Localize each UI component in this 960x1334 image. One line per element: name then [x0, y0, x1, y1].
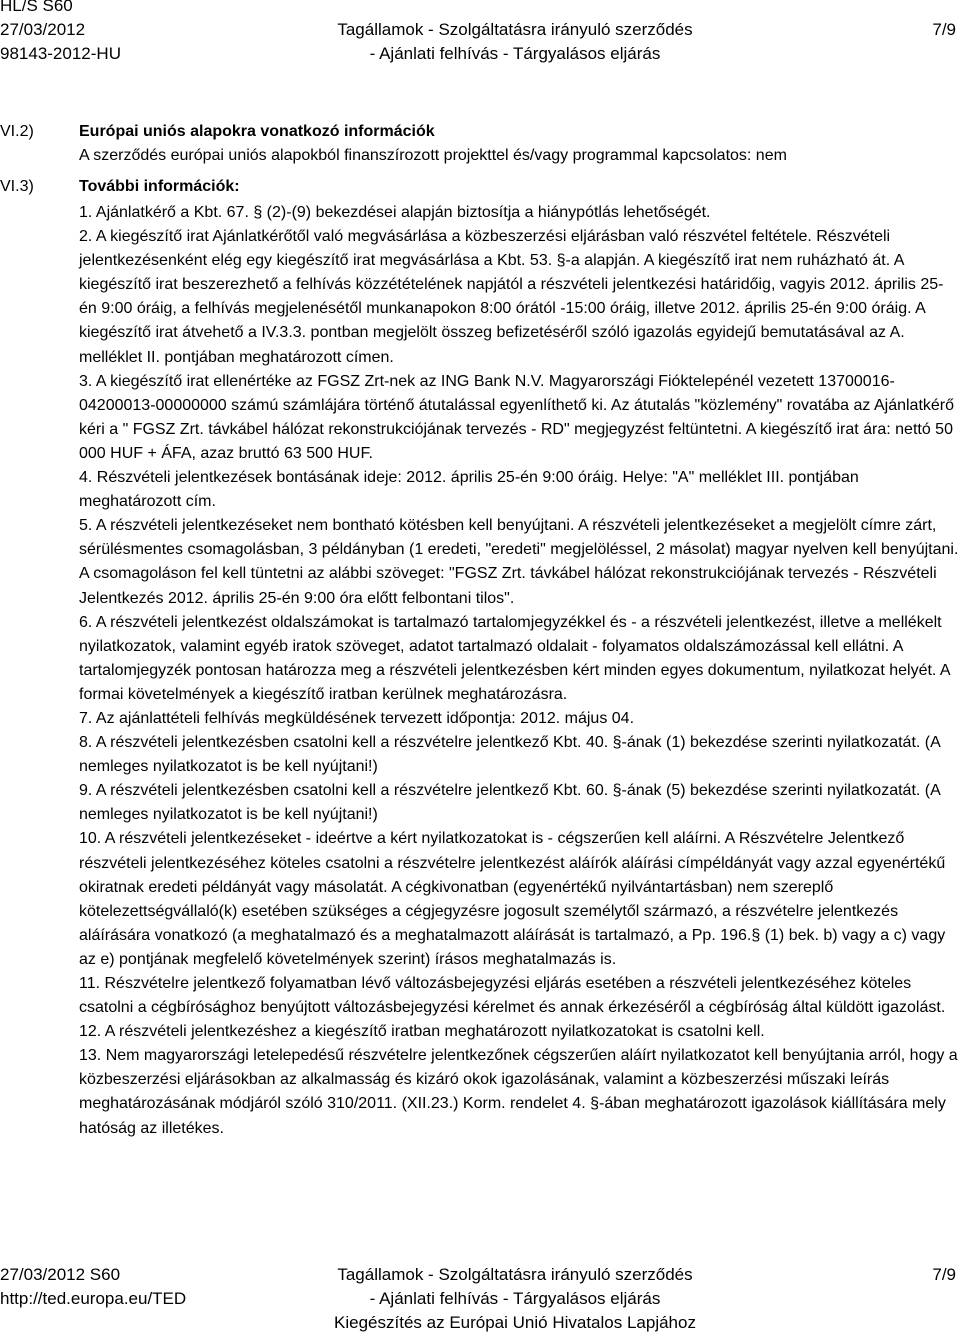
page-footer [0, 1262, 960, 1334]
paragraph: 1. Ajánlatkérő a Kbt. 67. § (2)-(9) bekezdései alapján biztosítja a hiánypótlás lehetőségét. [79, 204, 711, 221]
section-text-vi2: A szerződés európai uniós alapokból finanszírozott projekttel és/vagy programmal kapcsolatos: nem [79, 147, 787, 164]
paragraph: 10. A részvételi jelentkezéseket - ideértve a kért nyilatkozatokat is - cégszerűen kell aláírni. A Részvételre Jelentkező részvételi jelentkezéséhez köteles csatolni a részvételre jelentkezést aláírók aláírási címpéldányát vagy azzal egyenértékű okiratnak eredeti példányát vagy másolatát. A cégkivonatban (egyenértékű nyilvántartásban) nem szereplő kötelezettségvállaló(k) esetében szükséges a cégjegyzésre jogosult személytől származó, a részvételre jelentkezés aláírására vonatkozó (a meghatalmazó és a meghatalmazott aláírását is tartalmazó, a Pp. 196.§ (1) bek. b) vagy a c) vagy az e) pontjának megfelelő követelmények szerint) írásos meghatalmazás is. [79, 830, 946, 968]
footer-url[interactable]: http://ted.europa.eu/TED [0, 1289, 187, 1308]
header-page-number: 7/9 [932, 20, 956, 39]
paragraph: 8. A részvételi jelentkezésben csatolni kell a részvételre jelentkező Kbt. 40. §-ának (1) bekezdése szerinti nyilatkozatát. (A nemleges nyilatkozatot is be kell nyújtani!) [79, 734, 940, 776]
paragraph: 6. A részvételi jelentkezést oldalszámokat is tartalmazó tartalomjegyzékkel és - a részvételi jelentkezést, illetve a mellékelt nyilatkozatok, valamint egyéb iratok szöveget, adatot tartalmazó oldalait - folyamatos oldalszámozással kell ellátni. A tartalomjegyzék pontosan határozza meg a részvételi jelentkezésben kért minden egyes dokumentum, nyilatkozat helyét. A formai követelmények a kiegészítő iratban kerülnek meghatározásra. [79, 613, 950, 703]
paragraph: 13. Nem magyarországi letelepedésű részvételre jelentkezőnek cégszerűen aláírt nyilatkozatot kell benyújtania arról, hogy a közbeszerzési eljárásokban az alkalmasság és kizáró okok igazolásának, valamint a közbeszerzési műszaki leírás meghatározásának módjáról szóló 310/2011. (XII.23.) Korm. rendelet 4. §-ában meghatározott igazolások kiállítására mely hatóság az illetékes. [79, 1047, 958, 1137]
paragraph: 2. A kiegészítő irat Ajánlatkérőtől való megvásárlása a közbeszerzési eljárásban való részvétel feltétele. Részvételi jelentkezésenként elég egy kiegészítő irat megvásárlása a Kbt. 53. §-a alapján. A kiegészítő irat nem ruházható át. A kiegészítő irat beszerezhető a felhívás közzétételének napjától a részvételi jelentkezési határidőig, vagyis 2012. április 25-én 9:00 óráig, a felhívás megjelenésétől munkanapokon 8:00 órától -15:00 óráig, illetve 2012. április 25-én 9:00 óráig. A kiegészítő irat átvehető a IV.3.3. pontban megjelölt összeg befizetéséről szóló igazolás egyidejű bemutatásával az A. melléklet II. pontjában meghatározott címen. [79, 228, 944, 366]
section-title-vi2: Európai uniós alapokra vonatkozó információk [79, 123, 435, 140]
footer-procedure: - Ajánlati felhívás - Tárgyalásos eljárás [369, 1289, 661, 1308]
additional-information-body [79, 201, 959, 1141]
footer-supplement: Kiegészítés az Európai Unió Hivatalos Lapjához [334, 1313, 696, 1332]
header-doc-code: HL/S S60 [0, 0, 73, 15]
paragraph: 9. A részvételi jelentkezésben csatolni kell a részvételre jelentkező Kbt. 60. §-ának (5) bekezdése szerinti nyilatkozatát. (A nemleges nyilatkozatot is be kell nyújtani!) [79, 782, 940, 824]
page-header [0, 0, 960, 70]
paragraph: 12. A részvételi jelentkezéshez a kiegészítő iratban meghatározott nyilatkozatokat is csatolni kell. [79, 1023, 765, 1041]
header-procedure: - Ajánlati felhívás - Tárgyalásos eljárás [369, 44, 661, 63]
section-number-vi3: VI.3) [0, 178, 34, 195]
paragraph: 7. Az ajánlattételi felhívás megküldésének tervezett időpontja: 2012. május 04. [79, 709, 635, 727]
paragraph: 5. A részvételi jelentkezéseket nem bontható kötésben kell benyújtani. A részvételi jelentkezéseket a megjelölt címre zárt, sérülésmentes csomagolásban, 3 példányban (1 eredeti, "eredeti" megjelöléssel, 2 másolat) magyar nyelven kell benyújtani. A csomagoláson fel kell tüntetni az alábbi szöveget: "FGSZ Zrt. távkábel hálózat rekonstrukciójának tervezés - Részvételi Jelentkezés 2012. április 25-én 9:00 óra előtt felbontani tilos". [79, 517, 959, 607]
section-title-vi3: További információk: [79, 178, 240, 195]
footer-page-number: 7/9 [932, 1265, 956, 1284]
footer-date: 27/03/2012 S60 [0, 1265, 121, 1284]
paragraph: 4. Részvételi jelentkezések bontásának ideje: 2012. április 25-én 9:00 óráig. Helye: "A" melléklet III. pontjában meghatározott cím. [79, 469, 859, 511]
header-notice-type: Tagállamok - Szolgáltatásra irányuló szerződés [337, 20, 693, 39]
section-number-vi2: VI.2) [0, 123, 34, 140]
footer-notice-type: Tagállamok - Szolgáltatásra irányuló szerződés [337, 1265, 693, 1284]
header-date: 27/03/2012 [0, 20, 86, 39]
paragraph: 3. A kiegészítő irat ellenértéke az FGSZ Zrt-nek az ING Bank N.V. Magyarországi Fióktelepénél vezetett 13700016-04200013-00000000 számú számlájára történő átutalással egyenlíthető ki. Az átutalás "közlemény" rovatába az Ajánlatkérő kéri a " FGSZ Zrt. távkábel hálózat rekonstrukciójának tervezés - RD" megjegyzést feltüntetni. A kiegészítő irat ára: nettó 50 000 HUF + ÁFA, azaz bruttó 63 500 HUF. [79, 372, 955, 462]
paragraph: 11. Részvételre jelentkező folyamatban lévő változásbejegyzési eljárás esetében a részvételi jelentkezéséhez köteles csatolni a cégbírósághoz benyújtott változásbejegyzési kérelmet és annak érkezéséről a cégbíróság által küldött igazolást. [79, 975, 946, 1017]
header-notice-id: 98143-2012-HU [0, 44, 121, 63]
